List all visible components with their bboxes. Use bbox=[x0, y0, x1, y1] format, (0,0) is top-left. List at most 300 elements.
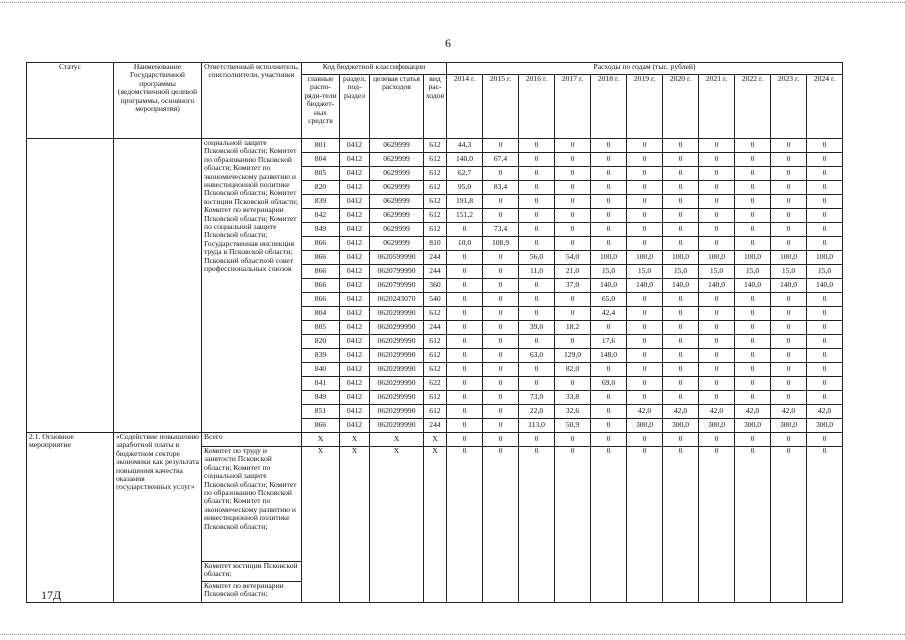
table-cell: 0412 bbox=[340, 279, 370, 293]
table-cell: 0 bbox=[807, 209, 843, 223]
table-cell: 56,0 bbox=[519, 251, 555, 265]
table-cell: 820 bbox=[302, 335, 340, 349]
table-cell: 0 bbox=[627, 153, 663, 167]
table-cell: 0620799990 bbox=[370, 279, 424, 293]
header-year: 2019 г. bbox=[627, 75, 663, 139]
table-cell: 0 bbox=[483, 335, 519, 349]
header-target: целевая статья расходов bbox=[370, 75, 424, 139]
table-cell: 0 bbox=[591, 139, 627, 153]
table-cell: 0 bbox=[807, 293, 843, 307]
executor-cell: Комитет юстиции Псковской области; bbox=[202, 562, 302, 582]
table-cell: 63,0 bbox=[519, 349, 555, 363]
table-cell: 140,0 bbox=[591, 279, 627, 293]
table-cell: 0 bbox=[447, 447, 483, 603]
table-cell: 0 bbox=[663, 391, 699, 405]
table-cell: 0412 bbox=[340, 335, 370, 349]
table-cell: 0 bbox=[447, 349, 483, 363]
table-cell: 54,0 bbox=[555, 251, 591, 265]
table-cell: 0 bbox=[807, 391, 843, 405]
table-cell: 820 bbox=[302, 181, 340, 195]
table-cell: 612 bbox=[424, 209, 447, 223]
table-cell: 42,0 bbox=[663, 405, 699, 419]
table-cell: 0 bbox=[627, 433, 663, 447]
table-cell: 0 bbox=[735, 391, 771, 405]
table-cell: 0 bbox=[663, 433, 699, 447]
table-cell: 0 bbox=[627, 377, 663, 391]
table-cell: 0412 bbox=[340, 195, 370, 209]
table-cell: 0 bbox=[699, 237, 735, 251]
table-cell: 0 bbox=[519, 377, 555, 391]
table-cell: 0 bbox=[447, 419, 483, 433]
table-cell: 0 bbox=[699, 321, 735, 335]
table-cell: 612 bbox=[424, 363, 447, 377]
table-cell: 0412 bbox=[340, 181, 370, 195]
table-cell: 0 bbox=[519, 307, 555, 321]
table-cell: 0412 bbox=[340, 209, 370, 223]
table-cell: 0620299990 bbox=[370, 419, 424, 433]
executor-cell: Комитет по труду и занятости Псковской области; Комитет по социальной защите Псковской области; Комитет по образованию Псковской области; Комитет по экономическому развитию и инвестиционной политике Псковской области; bbox=[202, 447, 302, 562]
table-cell: 0620243070 bbox=[370, 293, 424, 307]
table-cell: 810 bbox=[424, 237, 447, 251]
table-cell: 108,9 bbox=[483, 237, 519, 251]
table-cell: 612 bbox=[424, 349, 447, 363]
table-cell: 0629999 bbox=[370, 167, 424, 181]
program-name-cell: «Содействие повышению заработной платы в бюджетном секторе экономики как результата повышения качества оказания государственных услуг» bbox=[114, 433, 202, 603]
table-cell: 0 bbox=[591, 223, 627, 237]
table-cell: 0 bbox=[591, 447, 627, 603]
table-cell: 0 bbox=[519, 279, 555, 293]
table-cell: 612 bbox=[424, 181, 447, 195]
table-cell: 0 bbox=[807, 349, 843, 363]
table-cell: 0 bbox=[735, 167, 771, 181]
table-cell: 0 bbox=[699, 293, 735, 307]
program-name-cell bbox=[114, 139, 202, 433]
table-cell: 300,0 bbox=[735, 419, 771, 433]
table-cell: 100,0 bbox=[807, 251, 843, 265]
table-cell: 0 bbox=[627, 321, 663, 335]
table-cell: 0 bbox=[663, 307, 699, 321]
table-cell: 0 bbox=[735, 209, 771, 223]
table-cell: 300,0 bbox=[807, 419, 843, 433]
table-cell: 0412 bbox=[340, 167, 370, 181]
table-row bbox=[27, 433, 843, 447]
table-cell: 0 bbox=[483, 419, 519, 433]
table-cell: 0 bbox=[447, 405, 483, 419]
table-cell: 540 bbox=[424, 293, 447, 307]
table-cell: 0 bbox=[627, 195, 663, 209]
table-cell: 612 bbox=[424, 405, 447, 419]
table-cell: 866 bbox=[302, 265, 340, 279]
table-cell: 0 bbox=[555, 335, 591, 349]
table-cell: 839 bbox=[302, 195, 340, 209]
table-cell: 0 bbox=[663, 153, 699, 167]
table-cell: 0 bbox=[771, 195, 807, 209]
table-cell: 0 bbox=[699, 209, 735, 223]
table-cell: 0 bbox=[483, 433, 519, 447]
table-cell: 140,0 bbox=[663, 279, 699, 293]
table-cell: 0620299990 bbox=[370, 321, 424, 335]
table-cell: 37,0 bbox=[555, 279, 591, 293]
table-cell: 0629999 bbox=[370, 181, 424, 195]
table-cell: 0 bbox=[627, 167, 663, 181]
table-cell: 22,0 bbox=[519, 405, 555, 419]
table-cell: 21,0 bbox=[555, 265, 591, 279]
table-cell: 0 bbox=[591, 391, 627, 405]
table-cell: 0 bbox=[483, 321, 519, 335]
table-cell: 0 bbox=[555, 195, 591, 209]
table-cell: 0412 bbox=[340, 377, 370, 391]
table-cell: 0412 bbox=[340, 419, 370, 433]
table-cell: 0 bbox=[555, 153, 591, 167]
table-cell: 0 bbox=[771, 153, 807, 167]
table-cell: 0620299990 bbox=[370, 377, 424, 391]
table-cell: 612 bbox=[424, 153, 447, 167]
table-cell: 0 bbox=[699, 153, 735, 167]
table-cell: 0 bbox=[627, 223, 663, 237]
table-cell: 0 bbox=[627, 391, 663, 405]
table-cell: 0 bbox=[555, 181, 591, 195]
table-cell: 11,0 bbox=[519, 265, 555, 279]
table-cell: 129,0 bbox=[555, 349, 591, 363]
table-cell: 42,0 bbox=[627, 405, 663, 419]
table-cell: 0412 bbox=[340, 265, 370, 279]
table-cell: 0620299990 bbox=[370, 307, 424, 321]
table-cell: 33,8 bbox=[555, 391, 591, 405]
table-cell: 42,0 bbox=[771, 405, 807, 419]
header-section: раздел, под-раздел bbox=[340, 75, 370, 139]
table-cell: 0 bbox=[699, 167, 735, 181]
table-cell: 0 bbox=[519, 195, 555, 209]
table-cell: 612 bbox=[424, 139, 447, 153]
table-cell: 300,0 bbox=[663, 419, 699, 433]
table-cell: 0 bbox=[663, 293, 699, 307]
table-cell: 0 bbox=[699, 195, 735, 209]
table-cell: 0 bbox=[591, 195, 627, 209]
table-cell: 0 bbox=[771, 293, 807, 307]
table-cell: 83,4 bbox=[483, 181, 519, 195]
table-cell: 15,0 bbox=[699, 265, 735, 279]
table-cell: X bbox=[370, 433, 424, 447]
table-cell: 0 bbox=[807, 223, 843, 237]
table-cell: 0 bbox=[735, 433, 771, 447]
table-cell: 0 bbox=[771, 363, 807, 377]
table-cell: 0 bbox=[591, 321, 627, 335]
table-cell: 0 bbox=[735, 223, 771, 237]
table-cell: 0 bbox=[699, 335, 735, 349]
table-cell: 804 bbox=[302, 307, 340, 321]
table-cell: 0 bbox=[447, 251, 483, 265]
table-cell: 0 bbox=[699, 363, 735, 377]
executor-cell: социальной защите Псковской области; Комитет по образованию Псковской области; Комитет по экономическому развитию и инвестиционной политике Псковской области; Комитет юстиции Псковской области; Комитет по ветеринарии Псковской области; Комитет по социальной защите Псковской области; Государственная инспекция труда в Псковской области; Псковский областной совет профессиональных союзов bbox=[202, 139, 302, 433]
header-year: 2014 г. bbox=[447, 75, 483, 139]
table-cell: 0 bbox=[519, 433, 555, 447]
table-cell: 17,6 bbox=[591, 335, 627, 349]
table-cell: 0 bbox=[663, 139, 699, 153]
table-cell: 0 bbox=[483, 279, 519, 293]
table-cell: 0 bbox=[735, 335, 771, 349]
table-cell: 0 bbox=[663, 181, 699, 195]
table-cell: 73,4 bbox=[483, 223, 519, 237]
table-cell: 0 bbox=[807, 321, 843, 335]
table-cell: 0 bbox=[447, 391, 483, 405]
table-cell: 0412 bbox=[340, 391, 370, 405]
table-cell: 0 bbox=[735, 321, 771, 335]
table-cell: X bbox=[302, 433, 340, 447]
table-cell: 244 bbox=[424, 321, 447, 335]
table-cell: 140,0 bbox=[735, 279, 771, 293]
table-cell: 0 bbox=[663, 223, 699, 237]
table-cell: 0 bbox=[699, 433, 735, 447]
table-cell: 0 bbox=[771, 181, 807, 195]
table-cell: 0 bbox=[519, 181, 555, 195]
table-cell: 622 bbox=[424, 377, 447, 391]
table-cell: 0 bbox=[807, 307, 843, 321]
status-cell bbox=[27, 139, 114, 433]
table-cell: 0 bbox=[771, 209, 807, 223]
table-cell: 0412 bbox=[340, 153, 370, 167]
table-cell: 140,0 bbox=[771, 279, 807, 293]
table-cell: 0412 bbox=[340, 223, 370, 237]
table-cell: 0 bbox=[663, 349, 699, 363]
table-cell: 0620299990 bbox=[370, 335, 424, 349]
table-cell: 0 bbox=[519, 363, 555, 377]
table-cell: 15,0 bbox=[807, 265, 843, 279]
table-cell: 0 bbox=[771, 307, 807, 321]
table-cell: 39,0 bbox=[519, 321, 555, 335]
table-cell: 0629999 bbox=[370, 237, 424, 251]
table-cell: 0 bbox=[771, 237, 807, 251]
table-cell: 0 bbox=[483, 139, 519, 153]
table-cell: 612 bbox=[424, 167, 447, 181]
table-cell: 0 bbox=[807, 363, 843, 377]
table-row bbox=[27, 139, 843, 153]
table-cell: 0412 bbox=[340, 293, 370, 307]
table-cell: 42,4 bbox=[591, 307, 627, 321]
table-cell: X bbox=[424, 433, 447, 447]
table-cell: 0 bbox=[591, 167, 627, 181]
header-budget-code: Код бюджетной классификации bbox=[302, 63, 447, 75]
table-cell: 0 bbox=[627, 363, 663, 377]
table-cell: 0 bbox=[591, 433, 627, 447]
table-cell: 0412 bbox=[340, 321, 370, 335]
table-cell: 0 bbox=[519, 153, 555, 167]
header-year: 2017 г. bbox=[555, 75, 591, 139]
table-cell: 0 bbox=[807, 447, 843, 603]
table-cell: 0 bbox=[555, 223, 591, 237]
table-cell: 0 bbox=[663, 321, 699, 335]
table-cell: 0 bbox=[663, 167, 699, 181]
table-cell: 0 bbox=[663, 237, 699, 251]
table-cell: 0620299990 bbox=[370, 363, 424, 377]
table-cell: 0 bbox=[483, 363, 519, 377]
table-cell: 0620299990 bbox=[370, 405, 424, 419]
table-cell: 95,0 bbox=[447, 181, 483, 195]
table-cell: 0 bbox=[591, 209, 627, 223]
table-cell: X bbox=[302, 447, 340, 603]
table-cell: 612 bbox=[424, 195, 447, 209]
table-cell: 0 bbox=[627, 293, 663, 307]
bottom-scan-edge bbox=[0, 634, 905, 635]
table-cell: 612 bbox=[424, 307, 447, 321]
table-cell: 0 bbox=[483, 377, 519, 391]
table-cell: 0629999 bbox=[370, 223, 424, 237]
table-cell: 0 bbox=[555, 293, 591, 307]
table-cell: 0 bbox=[483, 209, 519, 223]
table-cell: 100,0 bbox=[663, 251, 699, 265]
table-cell: 151,2 bbox=[447, 209, 483, 223]
table-cell: 0 bbox=[807, 181, 843, 195]
table-cell: 840 bbox=[302, 363, 340, 377]
table-cell: 15,0 bbox=[771, 265, 807, 279]
table-cell: 244 bbox=[424, 251, 447, 265]
table-cell: 0 bbox=[735, 363, 771, 377]
table-cell: 0 bbox=[699, 447, 735, 603]
table-cell: 0 bbox=[771, 335, 807, 349]
table-cell: 69,0 bbox=[591, 377, 627, 391]
table-cell: 0 bbox=[519, 209, 555, 223]
header-grbs: главные распо-ряди-тели бюджет-ных средств bbox=[302, 75, 340, 139]
header-executor: Ответственный исполнитель, соисполнители, участники bbox=[202, 63, 302, 139]
table-cell: 805 bbox=[302, 321, 340, 335]
table-cell: 0 bbox=[447, 335, 483, 349]
table-cell: 0 bbox=[483, 195, 519, 209]
table-cell: 300,0 bbox=[771, 419, 807, 433]
table-cell: 300,0 bbox=[627, 419, 663, 433]
table-cell: 0 bbox=[699, 391, 735, 405]
header-year: 2018 г. bbox=[591, 75, 627, 139]
table-cell: 0 bbox=[447, 265, 483, 279]
table-cell: 0 bbox=[699, 181, 735, 195]
table-cell: 0412 bbox=[340, 307, 370, 321]
table-cell: 612 bbox=[424, 223, 447, 237]
table-cell: 0 bbox=[483, 391, 519, 405]
table-cell: 0 bbox=[483, 447, 519, 603]
table-cell: 0629999 bbox=[370, 139, 424, 153]
header-status: Статус bbox=[27, 63, 114, 139]
table-cell: 42,0 bbox=[699, 405, 735, 419]
table-cell: 0 bbox=[663, 195, 699, 209]
table-cell: 65,0 bbox=[591, 293, 627, 307]
table-cell: 140,0 bbox=[627, 279, 663, 293]
table-cell: 0 bbox=[735, 447, 771, 603]
table-cell: 100,0 bbox=[591, 251, 627, 265]
table-cell: 0 bbox=[627, 209, 663, 223]
table-cell: 0 bbox=[771, 223, 807, 237]
table-cell: 0 bbox=[735, 349, 771, 363]
table-cell: 0 bbox=[735, 195, 771, 209]
table-cell: 0 bbox=[699, 377, 735, 391]
table-cell: 42,0 bbox=[735, 405, 771, 419]
table-cell: 0 bbox=[483, 307, 519, 321]
status-cell: 2.1. Основное мероприятие bbox=[27, 433, 114, 603]
table-cell: 0 bbox=[807, 139, 843, 153]
table-cell: 0629999 bbox=[370, 209, 424, 223]
table-cell: 100,0 bbox=[735, 251, 771, 265]
table-cell: 0412 bbox=[340, 251, 370, 265]
table-cell: X bbox=[340, 433, 370, 447]
table-cell: 0 bbox=[555, 167, 591, 181]
table-cell: 0 bbox=[447, 321, 483, 335]
table-cell: 0 bbox=[555, 433, 591, 447]
table-cell: 0 bbox=[555, 237, 591, 251]
header-year: 2020 г. bbox=[663, 75, 699, 139]
table-cell: 44,3 bbox=[447, 139, 483, 153]
table-cell: 0 bbox=[663, 377, 699, 391]
executor-cell: Комитет по ветеринарии Псковской области; bbox=[202, 582, 302, 603]
table-cell: 0 bbox=[447, 307, 483, 321]
table-cell: 0 bbox=[771, 321, 807, 335]
table-cell: 0 bbox=[519, 447, 555, 603]
table-cell: 805 bbox=[302, 167, 340, 181]
table-cell: 0 bbox=[771, 139, 807, 153]
table-cell: 0 bbox=[483, 405, 519, 419]
table-cell: 18,2 bbox=[555, 321, 591, 335]
table-cell: X bbox=[340, 447, 370, 603]
header-year: 2021 г. bbox=[699, 75, 735, 139]
table-cell: 140,0 bbox=[699, 279, 735, 293]
table-cell: 15,0 bbox=[735, 265, 771, 279]
table-cell: 100,0 bbox=[627, 251, 663, 265]
table-cell: 0 bbox=[519, 335, 555, 349]
table-cell: 0412 bbox=[340, 139, 370, 153]
table-cell: 10,0 bbox=[447, 237, 483, 251]
total-label-cell: Всего bbox=[202, 433, 302, 447]
table-cell: X bbox=[370, 447, 424, 603]
table-cell: 0 bbox=[519, 293, 555, 307]
table-cell: 841 bbox=[302, 377, 340, 391]
table-cell: 0 bbox=[807, 167, 843, 181]
table-cell: 0 bbox=[555, 447, 591, 603]
table-cell: 0 bbox=[771, 433, 807, 447]
table-cell: 0 bbox=[771, 349, 807, 363]
table-cell: 0620799990 bbox=[370, 265, 424, 279]
table-cell: 804 bbox=[302, 153, 340, 167]
table-cell: 0 bbox=[735, 307, 771, 321]
table-cell: 0620299990 bbox=[370, 349, 424, 363]
table-cell: 0 bbox=[591, 181, 627, 195]
table-cell: 0 bbox=[807, 335, 843, 349]
table-cell: 0 bbox=[735, 181, 771, 195]
header-year: 2016 г. bbox=[519, 75, 555, 139]
table-cell: 148,0 bbox=[591, 349, 627, 363]
table-cell: 801 bbox=[302, 139, 340, 153]
table-cell: 62,7 bbox=[447, 167, 483, 181]
table-cell: 0 bbox=[807, 237, 843, 251]
table-cell: 0 bbox=[807, 377, 843, 391]
table-cell: 0 bbox=[735, 293, 771, 307]
table-cell: 866 bbox=[302, 279, 340, 293]
table-cell: 0 bbox=[699, 307, 735, 321]
table-cell: 191,8 bbox=[447, 195, 483, 209]
table-cell: 0 bbox=[447, 293, 483, 307]
table-cell: 0 bbox=[627, 335, 663, 349]
table-cell: 0 bbox=[735, 377, 771, 391]
table-cell: 0 bbox=[447, 279, 483, 293]
table-cell: 50,9 bbox=[555, 419, 591, 433]
table-cell: 866 bbox=[302, 237, 340, 251]
table-cell: 0 bbox=[627, 237, 663, 251]
table-cell: 866 bbox=[302, 251, 340, 265]
page-number: 6 bbox=[445, 36, 451, 50]
table-cell: 32,6 bbox=[555, 405, 591, 419]
table-cell: 0 bbox=[663, 209, 699, 223]
table-cell: 0412 bbox=[340, 363, 370, 377]
table-cell: 0 bbox=[771, 447, 807, 603]
table-cell: 15,0 bbox=[663, 265, 699, 279]
header-year: 2015 г. bbox=[483, 75, 519, 139]
table-cell: 0 bbox=[627, 307, 663, 321]
table-cell: 360 bbox=[424, 279, 447, 293]
